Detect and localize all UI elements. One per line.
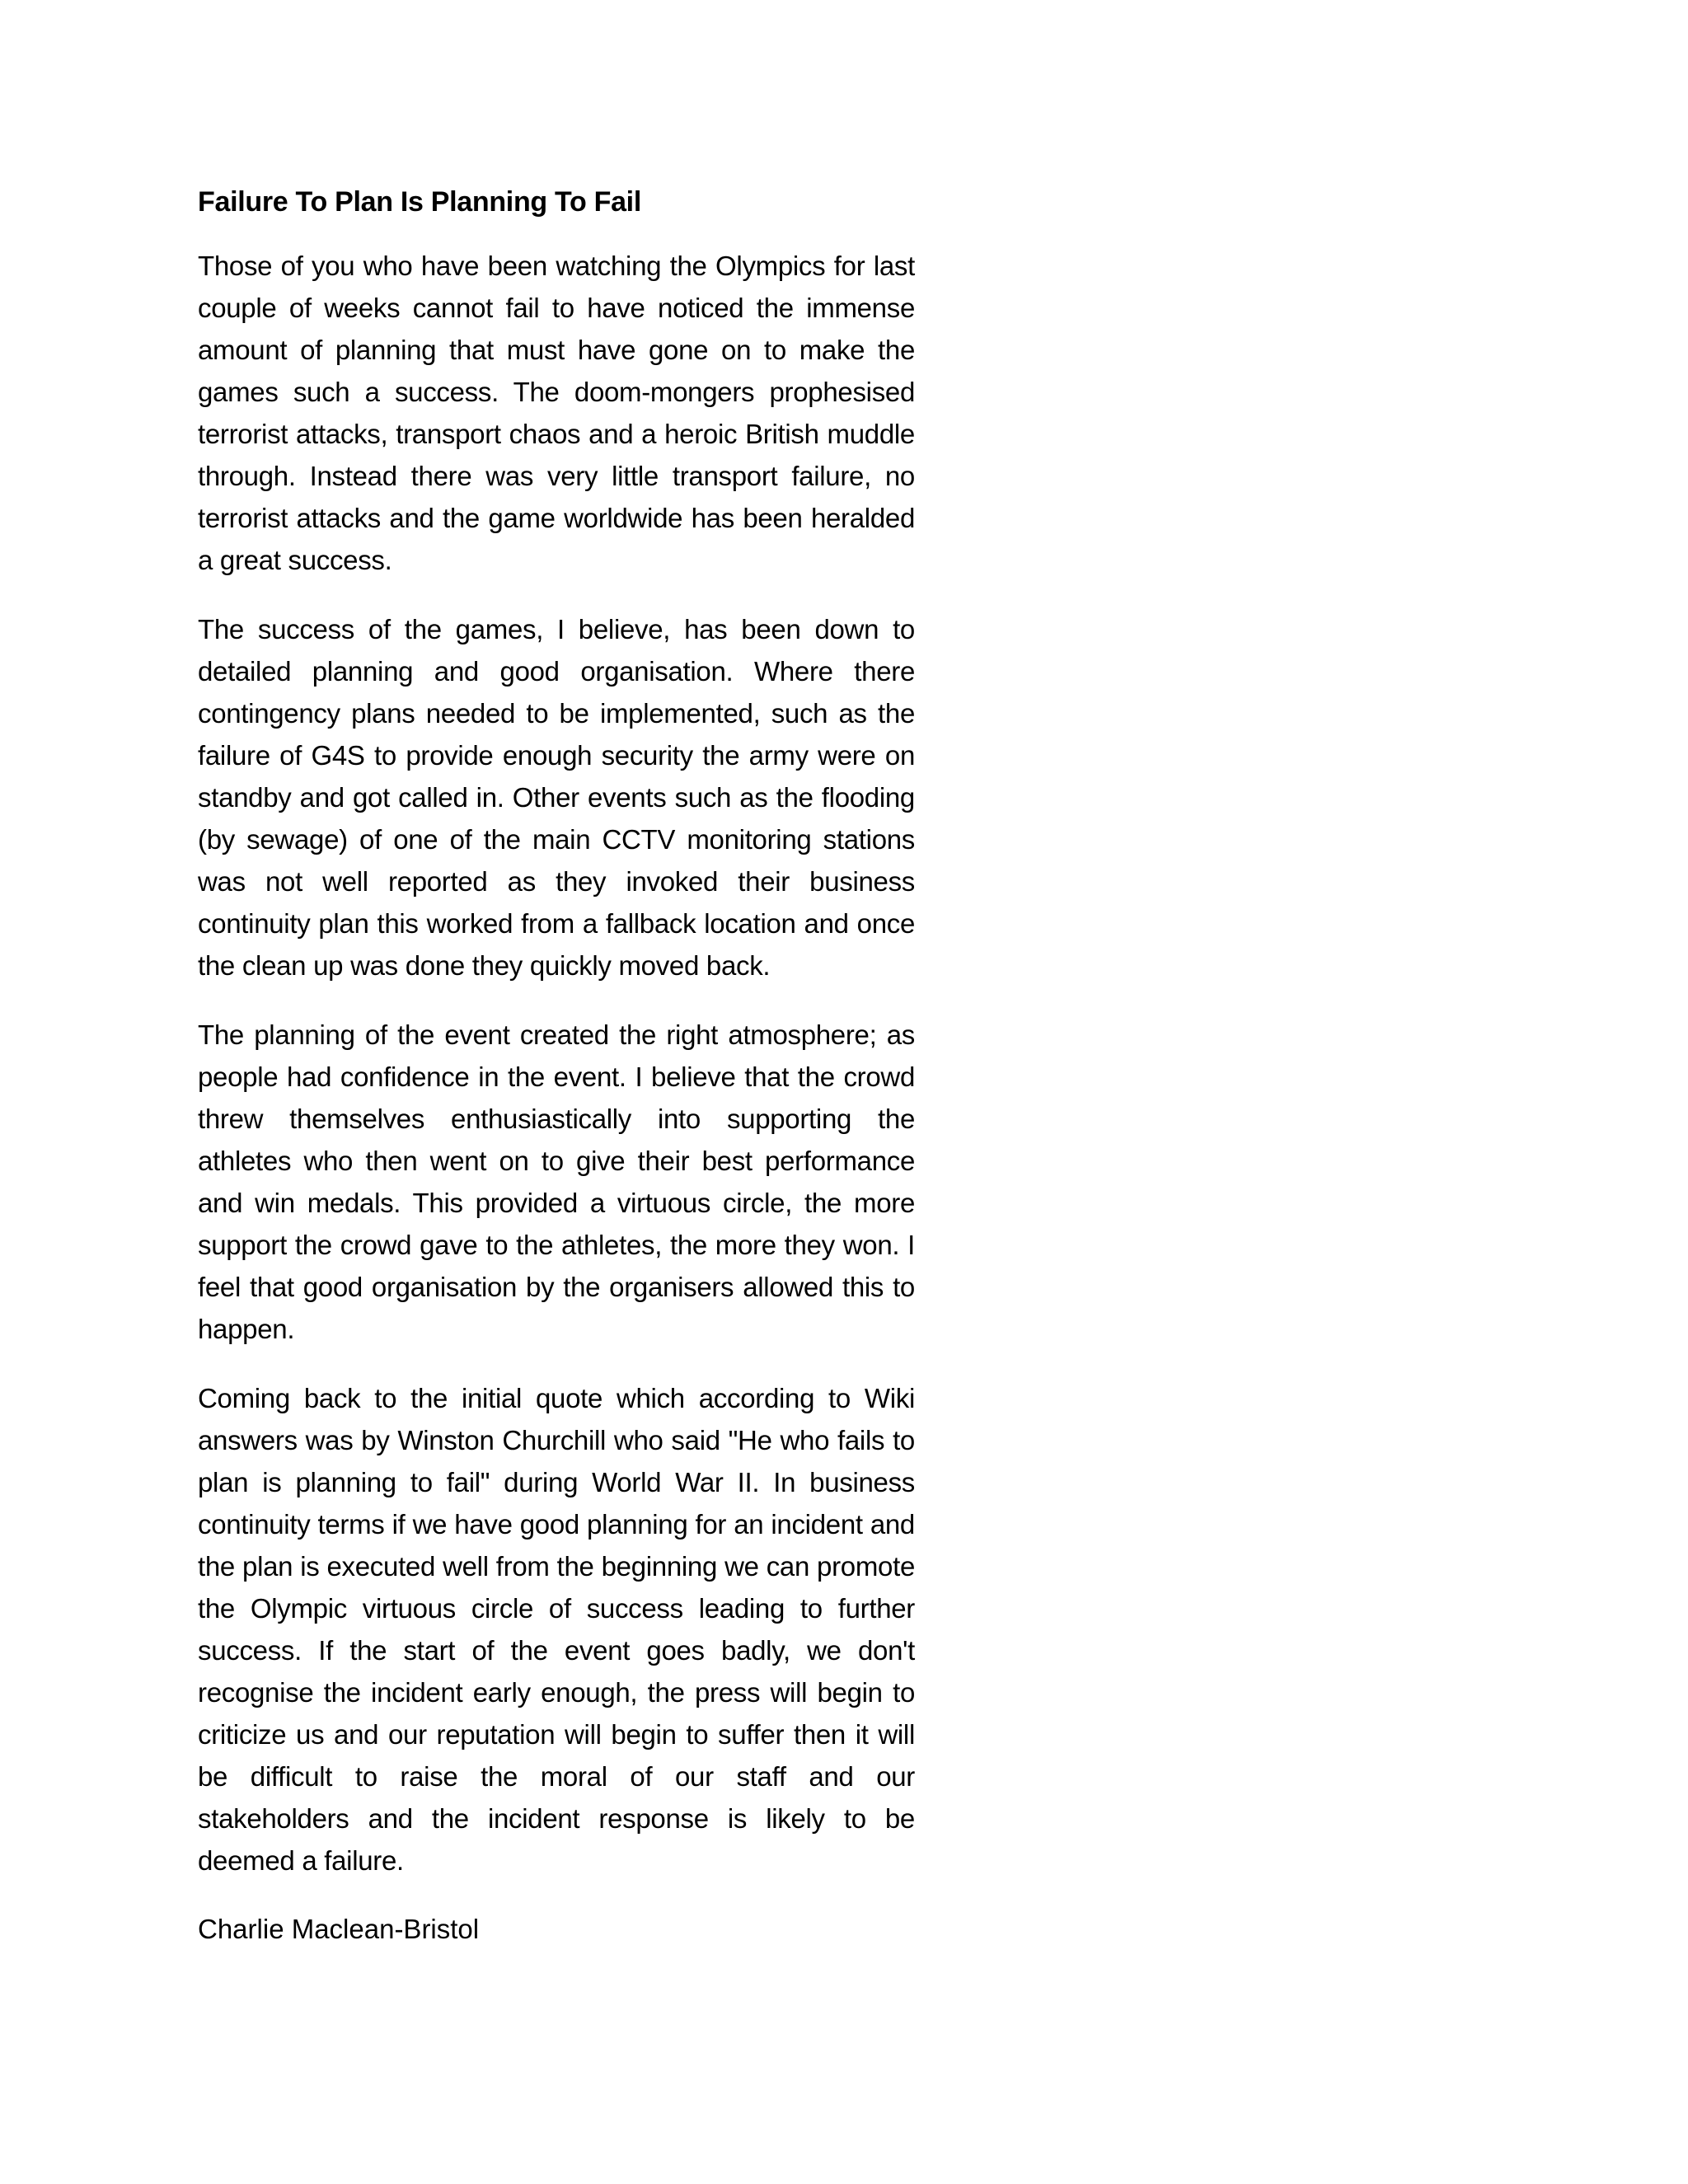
paragraph-2: The success of the games, I believe, has been down to detailed planning and good organisation. Where there contingency plans needed to be implemented, such as the failure of G4S to provide enough security the army were on standby and got called in. Other events such as the flooding (by sewage) of one of the main CCTV monitoring stations was not well reported as they invoked their business continuity plan this worked from a fallback location and once the clean up was done they quickly moved back.	[198, 614, 915, 981]
author-signature: Charlie Maclean-Bristol	[198, 1914, 480, 1944]
paragraph-1: Those of you who have been watching the Olympics for last couple of weeks cannot fail to have noticed the immense amount of planning that must have gone on to make the games such a success. The doom-mongers prophesised terrorist attacks, transport chaos and a heroic British muddle through. Instead there was very little transport failure, no terrorist attacks and the game worldwide has been heralded a great success.	[198, 251, 915, 575]
paragraph-4: Coming back to the initial quote which according to Wiki answers was by Winston Churchill who said "He who fails to plan is planning to fail" during World War II. In business continuity terms if we have good planning for an incident and the plan is executed well from the beginning we can promote the Olympic virtuous circle of success leading to further success. If the start of the event goes badly, we don't recognise the incident early enough, the press will begin to criticize us and our reputation will begin to suffer then it will be difficult to raise the moral of our staff and our stakeholders and the incident response is likely to be deemed a failure.	[198, 1383, 915, 1876]
article-title: Failure To Plan Is Planning To Fail	[198, 186, 641, 218]
paragraph-3: The planning of the event created the right atmosphere; as people had confidence in the event. I believe that the crowd threw themselves enthusiastically into supporting the athletes who then went on to give their best performance and win medals. This provided a virtuous circle, the more support the crowd gave to the athletes, the more they won. I feel that good organisation by the organisers allowed this to happen.	[198, 1019, 915, 1344]
article-body	[198, 181, 915, 1950]
